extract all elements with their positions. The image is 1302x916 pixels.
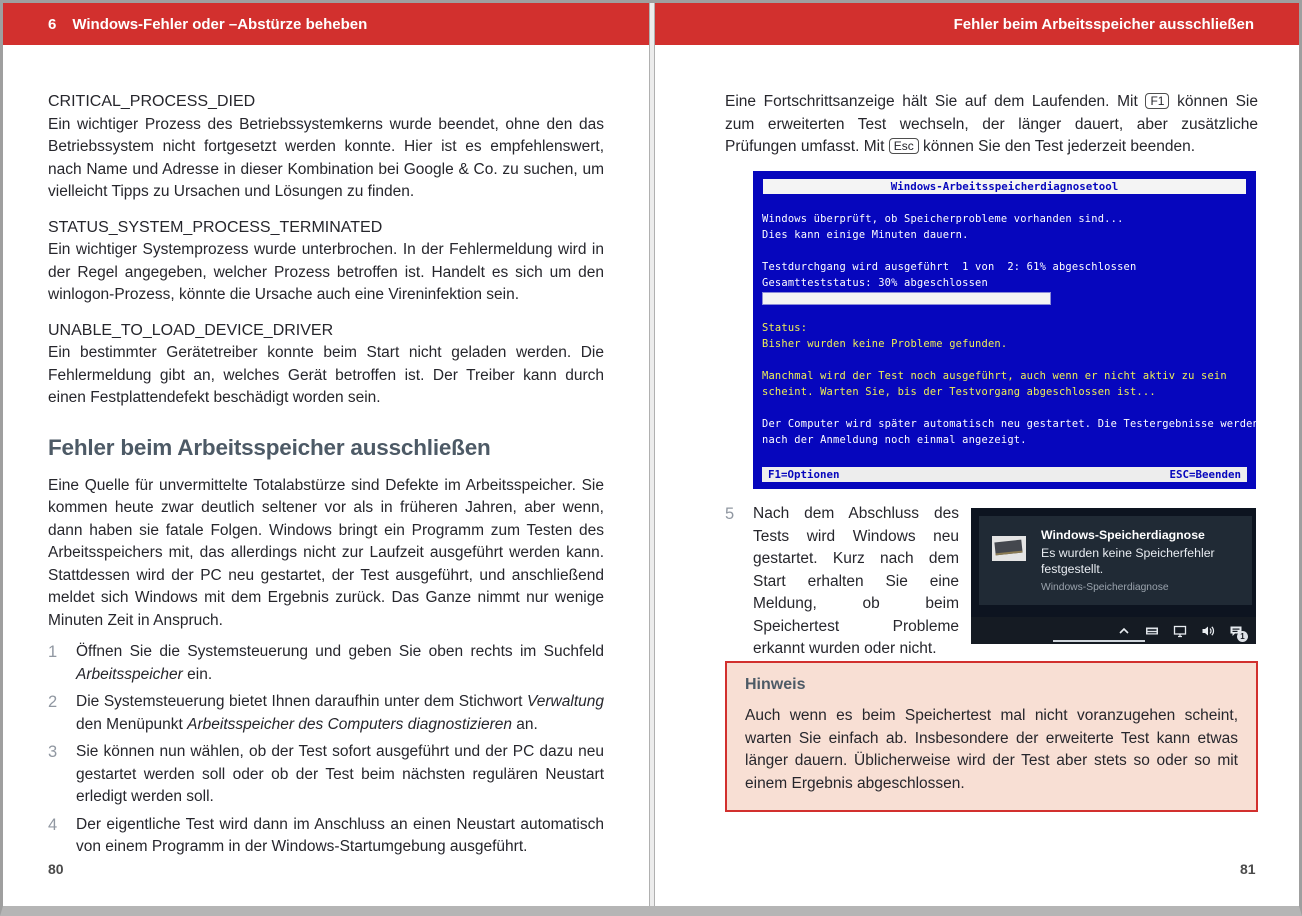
page-left [3,3,649,906]
error-code-heading: CRITICAL_PROCESS_DIED [48,93,256,110]
memtest-title-bar: Windows-Arbeitsspeicherdiagnosetool [763,179,1246,194]
error-description: Ein bestimmter Gerätetreiber konnte beim Start nicht geladen werden. Die Fehlermeldung gibt an, welches Gerät betroffen ist. Der Treiber kann durch einen Festplattendefekt beschädigt worden sein. [48,344,604,406]
toast-body: Es wurden keine Speicherfehler festgestellt. [1041,546,1215,576]
memtest-line: scheint. Warten Sie, bis der Testvorgang abgeschlossen ist... [762,386,1156,398]
memtest-footer-exit: ESC=Beenden [1169,468,1241,481]
intro-segment: können Sie zum erweiterten Test wechseln, der länger dauert, aber zusätzliche Prüfungen umfasst. Mit [725,93,1258,155]
network-icon [1172,623,1188,639]
hinweis-title: Hinweis [745,676,806,693]
step-text-italic: Verwaltung [527,693,604,710]
memtest-line: Manchmal wird der Test noch ausgeführt, auch wenn er nicht aktiv zu sein [762,370,1227,382]
step-text-segment: Öffnen Sie die Systemsteuerung und geben Sie oben rechts im Suchfeld [76,643,604,660]
speaker-icon [1200,623,1216,639]
step-text-segment: Die Systemsteuerung bietet Ihnen daraufhin unter dem Stichwort [76,693,528,710]
chapter-number: 6 [48,15,57,33]
memtest-blank-line [762,352,1247,368]
chapter-header-bar [655,3,1299,45]
error-description: Ein wichtiger Prozess des Betriebssystemkerns wurde beendet, ohne den das Betriebssystem nicht fortgesetzt werden konnte. Hier ist es empfehlenswert, nach Name und Adresse in dieser Kombination bei Google & Co. zu suchen, um vielleicht Tipps zu Ursachen und Lösungen zu finden. [48,115,604,200]
memtest-line: Testdurchgang wird ausgeführt 1 von 2: 61% abgeschlossen [762,261,1137,273]
intro-segment: können Sie den Test jederzeit beenden. [918,138,1196,155]
memtest-line: Dies kann einige Minuten dauern. [762,229,969,241]
intro-segment: Eine Fortschrittsanzeige hält Sie auf dem Laufenden. Mit [725,93,1146,110]
key-esc: Esc [889,138,919,154]
memtest-line: nach der Anmeldung noch einmal angezeigt. [762,434,1027,446]
step-number: 3 [48,743,58,761]
step-text [76,641,604,686]
section-status-system-process-terminated [48,217,604,307]
error-code-heading: UNABLE_TO_LOAD_DEVICE_DRIVER [48,321,334,339]
key-f1: F1 [1145,93,1169,109]
step-text-segment: ein. [182,665,213,683]
memtest-footer-bar [762,467,1247,482]
numbered-steps [48,641,604,859]
page-right [655,3,1299,906]
section-critical-process-died [48,91,604,204]
ram-module-icon [992,536,1026,561]
error-description: Ein wichtiger Systemprozess wurde unterbrochen. In der Fehlermeldung wird in der Regel angegeben, welcher Prozess betroffen ist. Handelt es sich um den winlogon-Prozess, könnte die Ursache auch eine Vireninfektion sein. [48,241,604,303]
keyboard-icon [1144,623,1160,639]
chevron-up-icon [1116,623,1132,639]
step-3 [48,741,604,809]
memtest-line: Bisher wurden keine Probleme gefunden. [762,338,1008,350]
step-text [76,691,604,736]
toast-screenshot [971,508,1256,644]
memtest-line: Der Computer wird später automatisch neu gestartet. Die Testergebnisse werden [762,418,1260,430]
step-text-italic: Arbeitsspeicher des Computers diagnostizieren [187,715,512,733]
taskbar [971,617,1256,644]
step-1 [48,641,604,686]
page-number-right: 81 [1240,861,1256,877]
running-header-title: Fehler beim Arbeitsspeicher ausschließen [953,15,1254,33]
step-text: Nach dem Abschluss des Tests wird Windows neu gestartet. Kurz nach dem Start erhalten Sie eine Meldung, ob beim Speichertest Probleme erkannt wurden oder nicht. [753,505,959,657]
toast-source: Windows-Speicherdiagnose [1041,582,1169,593]
step-text-italic: Arbeitsspeicher [76,665,183,683]
chapter-title: Windows-Fehler oder –Abstürze beheben [72,15,368,33]
memtest-blank-line [762,306,1247,320]
section-heading: Fehler beim Arbeitsspeicher ausschließen [48,434,491,460]
memtest-line: Windows überprüft, ob Speicherprobleme vorhanden sind... [762,213,1124,225]
step-4 [48,814,604,859]
step-text-segment: an. [511,715,538,733]
notification-badge: 1 [1237,631,1248,642]
step-number: 1 [48,643,58,661]
step-number: 4 [48,815,58,834]
memtest-footer-options: F1=Optionen [768,468,840,481]
step-2 [48,691,604,736]
step-text: Sie können nun wählen, ob der Test sofort ausgeführt und der PC dazu neu gestartet werden soll oder ob der Test beim nächsten regulären Neustart erledigt werden soll. [76,743,604,805]
hinweis-box [725,661,1258,812]
memtest-progress-bar [762,292,1051,305]
memtest-line: Gesamtteststatus: 30% abgeschlossen [762,277,988,289]
page-number-left: 80 [48,861,64,877]
step-text-segment: den Menüpunkt [76,715,188,733]
section-intro: Eine Quelle für unvermittelte Totalabstürze sind Defekte im Arbeitsspeicher. Sie kommen heute zwar deutlich seltener vor als in früheren Jahren, aber wenn, dann haben sie fatale Folgen. Windows bringt ein Programm zum Testen des Arbeitsspeichers mit, das allerdings nicht zur Laufzeit ausgeführt werden kann. Stattdessen wird der PC neu gestartet, der Test ausgeführt, und anschließend meldet sich Windows mit dem Ergebnis zurück. Das Ganze nimmt nur wenige Minuten Zeit in Anspruch. [48,476,604,629]
error-code-heading: STATUS_SYSTEM_PROCESS_TERMINATED [48,218,383,236]
toast-text-block [1041,527,1242,605]
left-page-content [48,91,604,864]
hinweis-body: Auch wenn es beim Speichertest mal nicht voranzugehen scheint, warten Sie einfach ab. Insbesondere der erweiterte Test kann etwas länger dauern. Üblicherweise wird der Test aber stets so oder so mit einem Ergebnis abgeschlossen. [745,707,1238,792]
chapter-header-bar [3,3,649,45]
step-text: Der eigentliche Test wird dann im Anschluss an einen Neustart automatisch von einem Programm in der Windows-Startumgebung ausgeführt. [76,815,604,855]
taskbar-app-underline [1053,640,1145,642]
notification-icon [1228,623,1244,639]
memtest-blank-line [762,243,1247,259]
memtest-screenshot [753,171,1260,489]
memtest-line: Status: [762,322,808,334]
step-number: 2 [48,693,58,711]
right-intro-paragraph [725,91,1258,159]
step-5 [725,503,959,666]
section-unable-to-load-device-driver [48,320,604,410]
toast-title: Windows-Speicherdiagnose [1041,528,1205,542]
step-number: 5 [725,505,735,523]
memtest-blank-line [762,400,1247,416]
toast-card [979,516,1252,605]
